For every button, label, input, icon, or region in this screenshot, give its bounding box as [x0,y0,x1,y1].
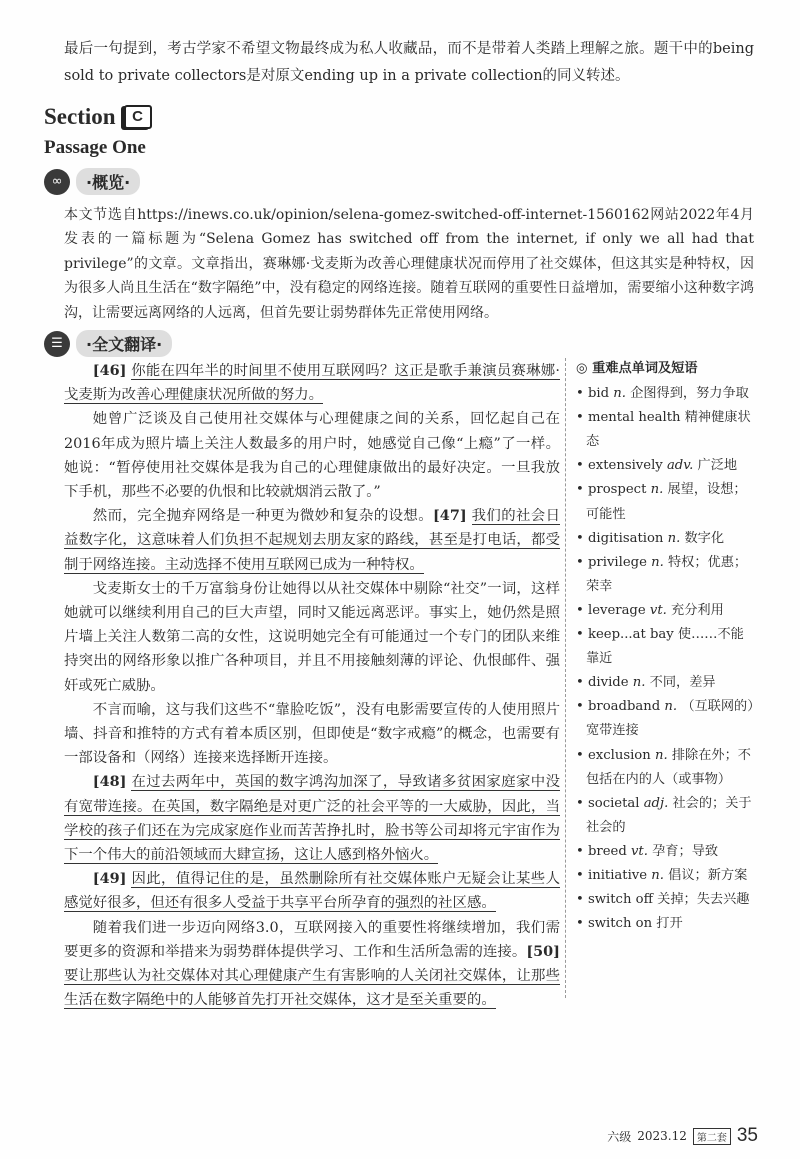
underlined-answer-48: 在过去两年中，英国的数字鸿沟加深了，导致诸多贫困家庭家中没有宽带连接。 [64,774,560,815]
target-icon: ◎ [576,361,588,376]
overview-label: ·概览· [76,168,140,195]
vocab-definition: 不同，差异 [649,675,716,691]
vocab-definition: 关掉；失去兴趣 [657,892,750,908]
section-heading [44,104,152,130]
vocab-definition: 展望，设想；可能性 [586,482,747,522]
previous-explanation: 最后一句提到，考古学家不希望文物最终成为私人收藏品，而不是带着人类踏上理解之旅。题干中的being sold to private collectors是对原文ending up in a private collection的同义转述。 [64,41,754,84]
vocab-word: extensively [587,458,663,474]
translation-label: ·全文翻译· [76,330,172,357]
vocab-definition: 充分利用 [671,602,724,618]
paragraph-8: 随着我们进一步迈向网络3.0，互联网接入的重要性将继续增加，我们需要更多的资源和举措来为弱势群体提供学习、工作和生活所急需的连接。[50] 要让那些认为社交媒体对其心理健康产生有害影响的人关闭社交媒体，让那些生活在数字隔绝中的人能够首先打开社交媒体，这才是至关重要的。 [64,919,560,1009]
vocab-pos: n. [651,554,664,570]
vocabulary-title: ◎ 重难点单词及短语 [576,361,698,376]
underlined-answer-47: 我们的社会日益数字化，这意味着人们负担不起规划去朋友家的路线，甚至是打电话，都受制于网络连接。主动选择不使用互联网已成为一种特权。 [64,508,560,573]
vocab-pos: n. [664,699,678,715]
page-number: 35 [736,1125,758,1146]
vocab-pos: n. [651,867,664,883]
vocab-pos: vt. [630,843,648,859]
vocab-definition: （互联网的）宽带连接 [586,699,754,739]
vocab-definition: 打开 [656,916,683,932]
vocab-definition: 广泛地 [697,458,738,474]
vocab-definition: 精神健康状态 [586,410,751,450]
vocab-item [576,840,756,864]
paragraph-6 [64,770,560,867]
vocab-word: initiative [587,867,648,883]
vocab-definition: 孕育；导致 [652,843,719,859]
vocab-pos: vt. [649,602,667,618]
vocab-word: breed [587,843,627,859]
vocab-definition: 使……不能靠近 [586,627,744,667]
vocab-item [576,912,756,936]
glasses-icon: ∞ [44,169,70,195]
page-footer [607,1125,758,1147]
vocab-item [576,527,756,551]
overview-badge [44,168,140,195]
vocab-item [576,888,756,912]
underlined-answer-50: 要让那些认为社交媒体对其心理健康产生有害影响的人关闭社交媒体，让那些生活在数字隔绝中的人能够首先打开社交媒体，这才是至关重要的。 [64,968,560,1009]
vocab-pos: n. [650,482,664,498]
vocab-item [576,695,756,743]
vocab-item [576,792,756,840]
vocabulary-sidebar [576,357,756,936]
vocab-item [576,744,756,792]
paragraph-5: 不言而喻，这与我们这些不“靠脸吃饭”，没有电影需要宣传的人使用照片墙、抖音和推特的方式有着本质区别，但即使是“数字戒瘾”的概念，也需要有一部设备和（网络）连接来选择断开连接。 [64,701,560,767]
paragraph-4: 戈麦斯女士的千万富翁身份让她得以从社交媒体中剔除“社交”一词，这样她就可以继续利用自己的巨大声望，同时又能远离恶评。事实上，她仍然是照片墙上关注人数第二高的女性，这说明她完全有可能通过一个专门的团队来维持突出的网络形象以推广各种项目，并且不用接触刻薄的评论、仇恨邮件、强奸或死亡威胁。 [64,580,560,694]
vocab-item [576,599,756,623]
vocab-definition: 社会的；关于社会的 [586,795,752,835]
translation-text [64,359,560,1012]
vocab-item [576,864,756,888]
vocab-word: exclusion [587,747,651,763]
vocab-item [576,454,756,478]
paragraph-2: 她曾广泛谈及自己使用社交媒体与心理健康之间的关系，回忆起自己在2016年成为照片墙上关注人数最多的用户时，她感觉自己像“上瘾”了一样。她说：“暂停使用社交媒体是我为自己的心理健康做出的最好决定。一旦我放下手机，那些不必要的仇恨和比较就烟消云散了。” [64,411,560,501]
vocab-pos: adv. [666,458,694,474]
vocab-word: broadband [587,699,661,715]
question-number-47: [47] [433,507,467,525]
vocab-word: digitisation [587,530,664,546]
question-number-49: [49] [92,870,127,888]
column-divider [565,358,566,998]
vocab-pos: n. [613,386,626,402]
question-number-48: [48] [92,773,127,791]
vocab-word: switch on [587,916,653,932]
underlined-answer-49: 因此，值得记住的是，虽然删除所有社交媒体账户无疑会让某些人感觉好很多，但还有很多人受益于共享平台所孕育的强烈的社区感。 [64,871,560,912]
vocab-definition: 特权；优惠；荣幸 [586,554,748,594]
vocab-pos: n. [667,530,681,546]
vocab-pos: adj. [643,795,669,811]
vocab-definition: 倡议；新方案 [668,867,748,883]
issue-date: 2023.12 [637,1129,687,1143]
question-number-46: [46] [92,362,127,379]
paragraph-7 [64,867,560,915]
vocab-word: mental health [587,410,681,426]
paragraph-3: 然而，完全抛弃网络是一种更为微妙和复杂的设想。[47] 我们的社会日益数字化，这意味着人们负担不起规划去朋友家的路线，甚至是打电话，都受制于网络连接。主动选择不使用互联网已成为一种特权。 [64,507,560,573]
section-c-icon: C [124,105,152,129]
vocab-word: societal [587,795,640,811]
vocab-word: divide [587,675,629,691]
question-number-50: [50] [526,942,560,960]
passage-title: Passage One [44,137,146,158]
vocab-item [576,551,756,599]
vocab-item [576,382,756,406]
vocabulary-list [576,382,756,936]
vocab-definition: 企图得到，努力争取 [630,386,749,402]
vocab-word: leverage [587,602,646,618]
vocab-word: switch off [587,892,653,908]
paragraph-1 [64,359,560,407]
translation-badge [44,330,172,357]
underlined-answer-46: 你能在四年半的时间里不使用互联网吗？这正是歌手兼演员赛琳娜·戈麦斯为改善心理健康状况所做的努力。 [64,363,560,404]
vocab-definition: 数字化 [684,530,725,546]
vocab-word: bid [587,386,610,402]
vocab-pos: n. [632,675,646,691]
vocab-word: prospect [587,482,647,498]
vocab-pos: n. [654,747,668,763]
underlined-text-48b: 在英国，数字隔绝是对更广泛的社会平等的一大威胁，因此，当学校的孩子们还在为完成家庭作业而苦苦挣扎时，脸书等公司却将元宇宙作为下一个伟大的前沿领域而大肆宣扬，这让人感到格外恼火。 [64,798,560,864]
vocab-item [576,478,756,526]
vocab-word: privilege [587,554,647,570]
set-label: 第二套 [693,1128,731,1145]
vocab-item [576,671,756,695]
vocab-definition: 排除在外；不包括在内的人（或事物） [586,747,751,787]
vocab-item [576,623,756,671]
overview-text: 本文节选自https://inews.co.uk/opinion/selena-gomez-switched-off-internet-1560162网站2022年4月发表的一篇标题为“Selena Gomez has switched off from the internet, if only we all had that privilege”的文章。文章指出，赛琳娜·戈麦斯为改善心理健康状况而停用了社交媒体，但这其实是种特权，因为很多人尚且生活在“数字隔绝”中，没有稳定的网络连接。随着互联网的重要性日益增加，需要缩小这种数字鸿沟，让需要远离网络的人远离，但首先要让弱势群体先正常使用网络。 [64,207,754,321]
vocab-word: keep...at bay [587,627,674,643]
section-title: Section [44,104,116,129]
speech-bubble-icon: ☰ [44,331,70,357]
magazine-name: 六级 [607,1129,632,1144]
vocab-item [576,406,756,454]
